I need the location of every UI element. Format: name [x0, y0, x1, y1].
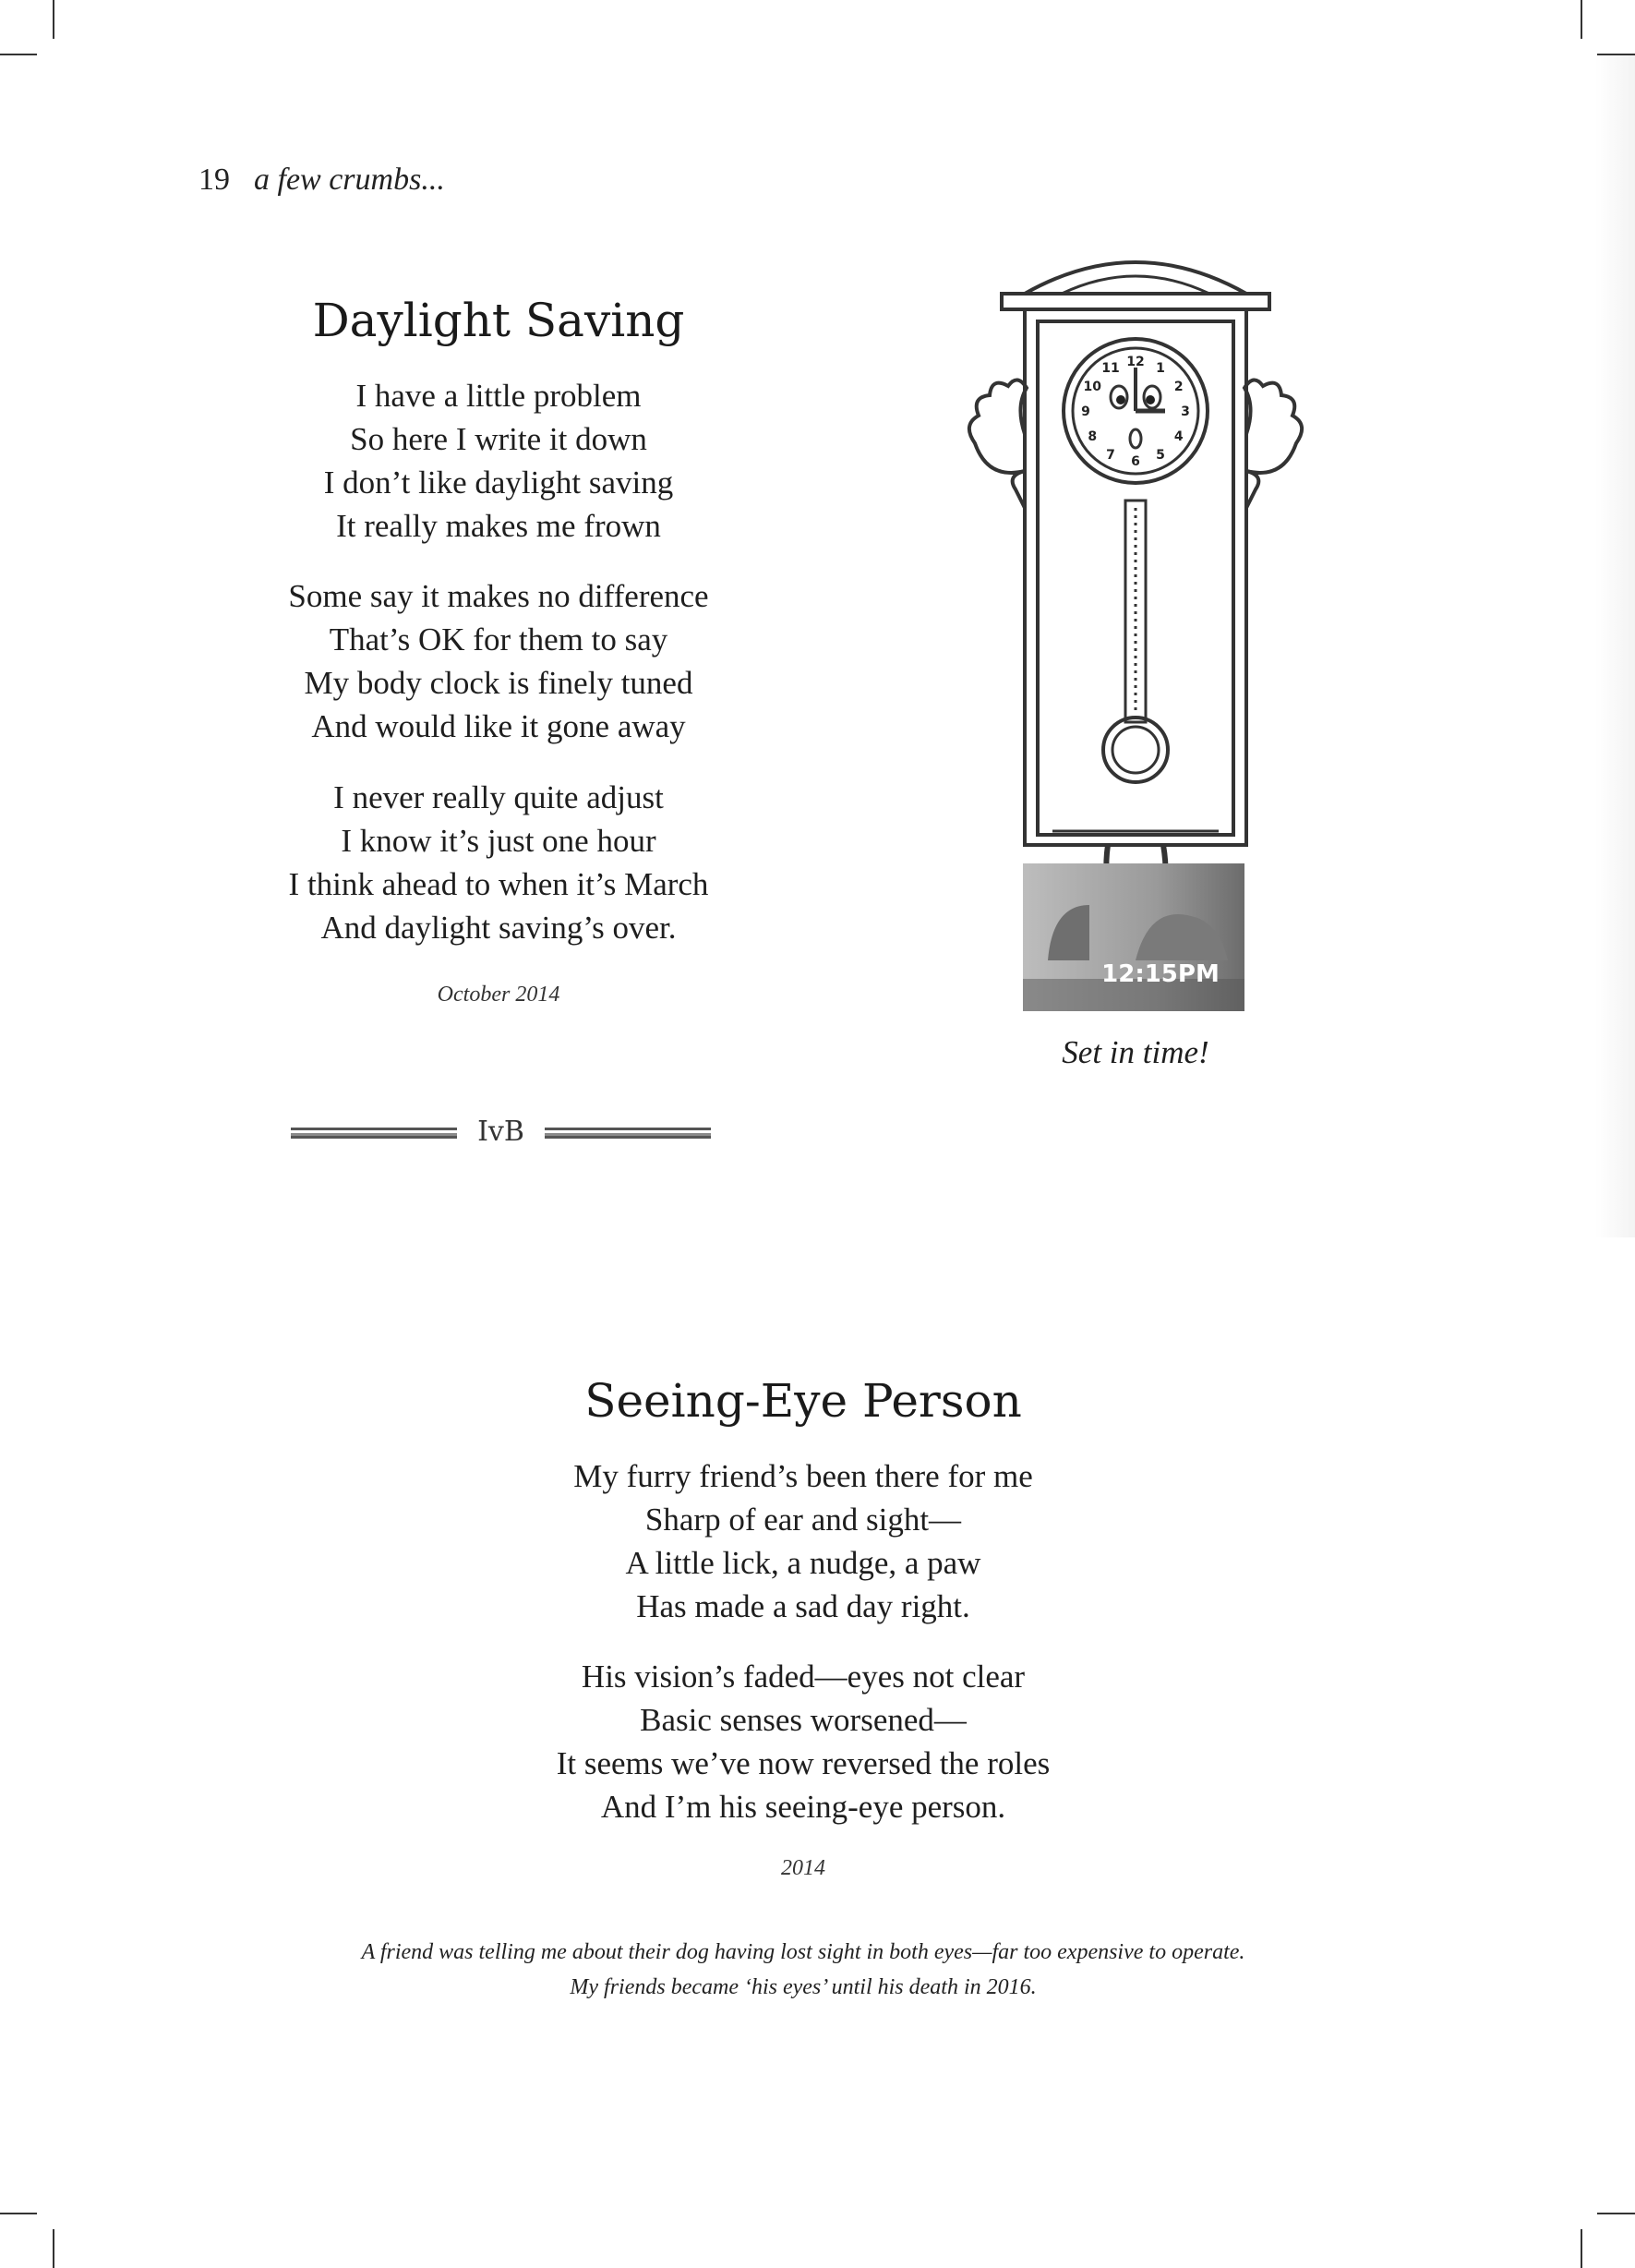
dial-numeral: 1: [1156, 361, 1165, 377]
poem-line: My furry friend’s been there for me: [573, 1458, 1033, 1494]
poem-line: Basic senses worsened—: [640, 1702, 967, 1738]
poem-stanza: [222, 374, 775, 548]
poem-line: So here I write it down: [350, 421, 647, 457]
grandfather-clock-illustration: [951, 259, 1320, 1016]
poem-line: His vision’s faded—eyes not clear: [581, 1659, 1026, 1695]
dial-numeral: 5: [1156, 447, 1165, 463]
running-header: [198, 163, 445, 198]
poem-line: And would like it gone away: [311, 708, 686, 744]
poem-line: My body clock is finely tuned: [304, 665, 693, 701]
dial-numeral: 8: [1088, 429, 1098, 444]
poem-line: I don’t like daylight saving: [323, 464, 674, 501]
dial-numeral: 10: [1083, 380, 1101, 394]
crop-mark: [1597, 2213, 1635, 2214]
poem-line: Has made a sad day right.: [636, 1588, 970, 1624]
clock-time-display: 12:15PM: [1101, 960, 1220, 988]
poem-date: October 2014: [437, 983, 560, 1007]
poem-title: Seeing-Eye Person: [584, 1374, 1022, 1428]
poem-line: It seems we’ve now reversed the roles: [556, 1745, 1051, 1781]
poem-date: 2014: [781, 1856, 825, 1880]
dial-numeral: 7: [1106, 447, 1115, 463]
crop-mark: [1581, 2229, 1582, 2268]
poem-line: I have a little problem: [355, 378, 642, 414]
footnote-line: A friend was telling me about their dog having lost sight in both eyes—far too expensive to operate.: [361, 1940, 1245, 1964]
dial-numeral: 2: [1173, 380, 1184, 394]
crop-mark: [1581, 0, 1582, 39]
poem-line: It really makes me frown: [336, 508, 661, 544]
dial-numeral: 9: [1081, 404, 1090, 419]
dial-numeral: 12: [1126, 355, 1145, 369]
page-edge-shade: [1595, 55, 1635, 1237]
crop-mark: [53, 2229, 54, 2268]
dial-numeral: 3: [1181, 404, 1190, 419]
dial-numeral: 11: [1101, 361, 1120, 377]
divider-rule: [545, 1128, 711, 1139]
dial-numeral: 6: [1131, 454, 1140, 469]
poem-stanza: [480, 1655, 1126, 1828]
crop-mark: [0, 54, 37, 55]
poem-line: A little lick, a nudge, a paw: [625, 1545, 981, 1581]
crop-mark: [53, 0, 54, 39]
crop-mark: [0, 2213, 37, 2214]
poem-line: That’s OK for them to say: [329, 621, 668, 657]
section-divider: [291, 1116, 711, 1152]
poem-stanza: [480, 1454, 1126, 1628]
poem-line: I think ahead to when it’s March: [288, 866, 709, 902]
poem-line: Sharp of ear and sight—: [644, 1502, 962, 1538]
footnote: [222, 1935, 1385, 2005]
page-number: 19: [198, 163, 230, 197]
footnote-line: My friends became ‘his eyes’ until his death in 2016.: [570, 1975, 1037, 1999]
poem-line: I know it’s just one hour: [341, 823, 656, 859]
divider-rule: [291, 1128, 457, 1139]
poem-line: I never really quite adjust: [333, 779, 664, 815]
book-title: a few crumbs...: [254, 163, 445, 197]
poem-line: And daylight saving’s over.: [320, 910, 677, 946]
dial-numeral: 4: [1173, 429, 1184, 444]
illustration-caption: Set in time!: [1062, 1034, 1209, 1070]
poem-line: And I’m his seeing-eye person.: [600, 1789, 1006, 1825]
monogram: IvB: [477, 1116, 524, 1148]
poem-stanza: [222, 776, 775, 949]
poem-title: Daylight Saving: [312, 294, 685, 347]
poem-stanza: [222, 574, 775, 748]
poem-line: Some say it makes no difference: [288, 578, 709, 614]
